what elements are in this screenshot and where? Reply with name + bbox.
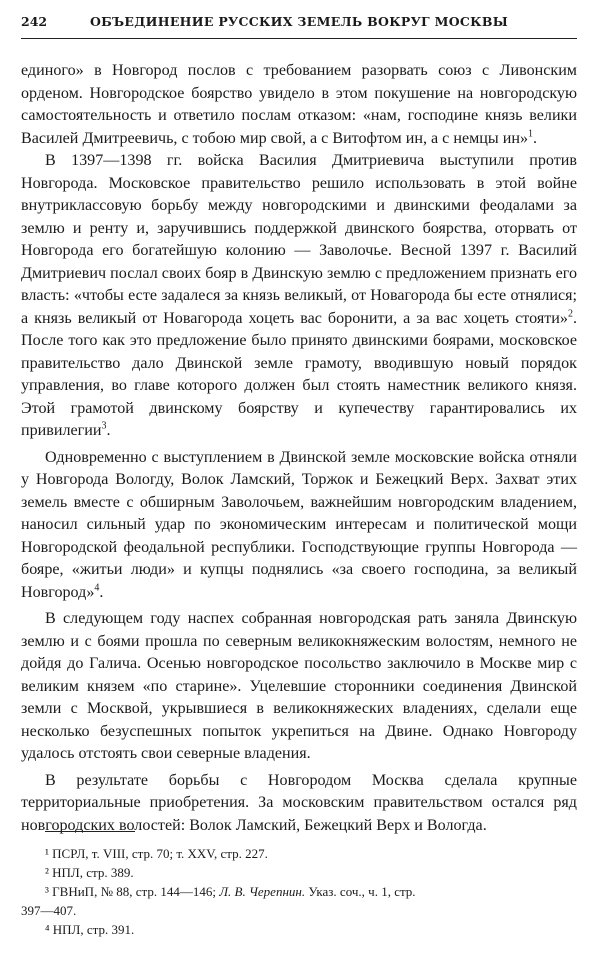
paragraph-1: единого» в Новгород послов с требованием разорвать союз с Ливонским орденом. Новгородское боярство увидело в этом покушение на новгородскую самостоятельность и ответило послам отказом: «нам, господине князь велики Василей Дмитреевичь, с тобою мир свой, а с Витофтом ин, а с немцы ин»$^1$.	[21, 62, 577, 147]
footnote-rule	[45, 831, 135, 832]
footnote-ref-4[interactable]: 4	[94, 582, 100, 594]
footnote-4: ⁴ НПЛ, стр. 391.	[45, 922, 135, 937]
footnote-3-author: Л. В. Черепнин.	[219, 884, 306, 899]
footnote-1: ¹ ПСРЛ, т. VIII, стр. 70; т. XXV, стр. 227.	[45, 846, 268, 861]
footnote-ref-1[interactable]: 1	[528, 128, 534, 140]
paragraph-4: В следующем году наспех собранная новгородская рать заняла Двинскую землю и с боями прошла по северным великокняжеским волостям, немного не дойдя до Галича. Осенью новгородское посольство заключило в Москве мир с великим князем «по старине». Уцелевшие сторонники соединения Двинской земли с Москвой, укрывшиеся в великокняжеских владениях, сделали еще несколько безуспешных попыток укрепиться на Двине. Однако Новгороду удалось отстоять свои северные владения.	[21, 610, 577, 762]
book-page	[21, 14, 577, 937]
paragraph-5: В результате борьбы с Новгородом Москва сделала крупные территориальные приобретения. За московским правительством остался ряд новгородских волостей: Волок Ламский, Бежецкий Верх и Вологда.	[21, 771, 577, 834]
footnote-ref-2[interactable]: 2	[567, 308, 573, 320]
paragraph-3: Одновременно с выступлением в Двинской земле московские войска отняли у Новгорода Вологду, Волок Ламский, Торжок и Бежецкий Верх. Захват этих земель вместе с обширным Заволочьем, важнейшим новгородским владением, наносил сильный удар по экономическим интересам и политической мощи Новгородской феодальной республики. Господствующие группы Новгорода — бояре, «житьи люди» и купцы поднялись «за своего господина, за великый Новгород»$^4$.	[21, 448, 577, 601]
page-header	[21, 14, 577, 34]
header-rule	[21, 38, 577, 39]
footnote-3: ³ ГВНиП, № 88, стр. 144—146; Л. В. Черепнин. Указ. соч., ч. 1, стр.	[45, 884, 416, 899]
paragraph-2: В 1397—1398 гг. войска Василия Дмитриевича выступили против Новгорода. Московское правительство решило использовать в этой войне внутриклассовую борьбу между новгородскими и двинскими феодалами за землю и ренту и, заручившись поддержкой двинского боярства, оторвать от Новгорода его богатейшую колонию — Заволочье. Весной 1397 г. Василий Дмитриевич послал своих бояр в Двинскую землю с предложением признать его власть: «чтобы есте задалеся за князь великый, от Новагорода бы есте отнялися; а князь великый от Новагорода хоцеть вас боронити, а за вас хоцеть стояти»$^2$. После того как это предложение было принято двинскими боярами, московское правительство дало Двинской земле грамоту, вводившую новый порядок управления, во главе которого должен был стоять наместник великого князя. Этой грамотой двинскому боярству и купечеству гарантировались их привилегии$^3$.	[21, 152, 577, 439]
footnote-3-continuation: 397—407.	[21, 903, 77, 918]
footnotes	[21, 844, 577, 939]
running-title: ОБЪЕДИНЕНИЕ РУССКИХ ЗЕМЕЛЬ ВОКРУГ МОСКВЫ	[89, 14, 509, 29]
footnote-ref-3[interactable]: 3	[101, 420, 107, 432]
body-text	[21, 60, 577, 837]
page-number: 242	[21, 14, 48, 29]
footnote-2: ² НПЛ, стр. 389.	[45, 865, 134, 880]
